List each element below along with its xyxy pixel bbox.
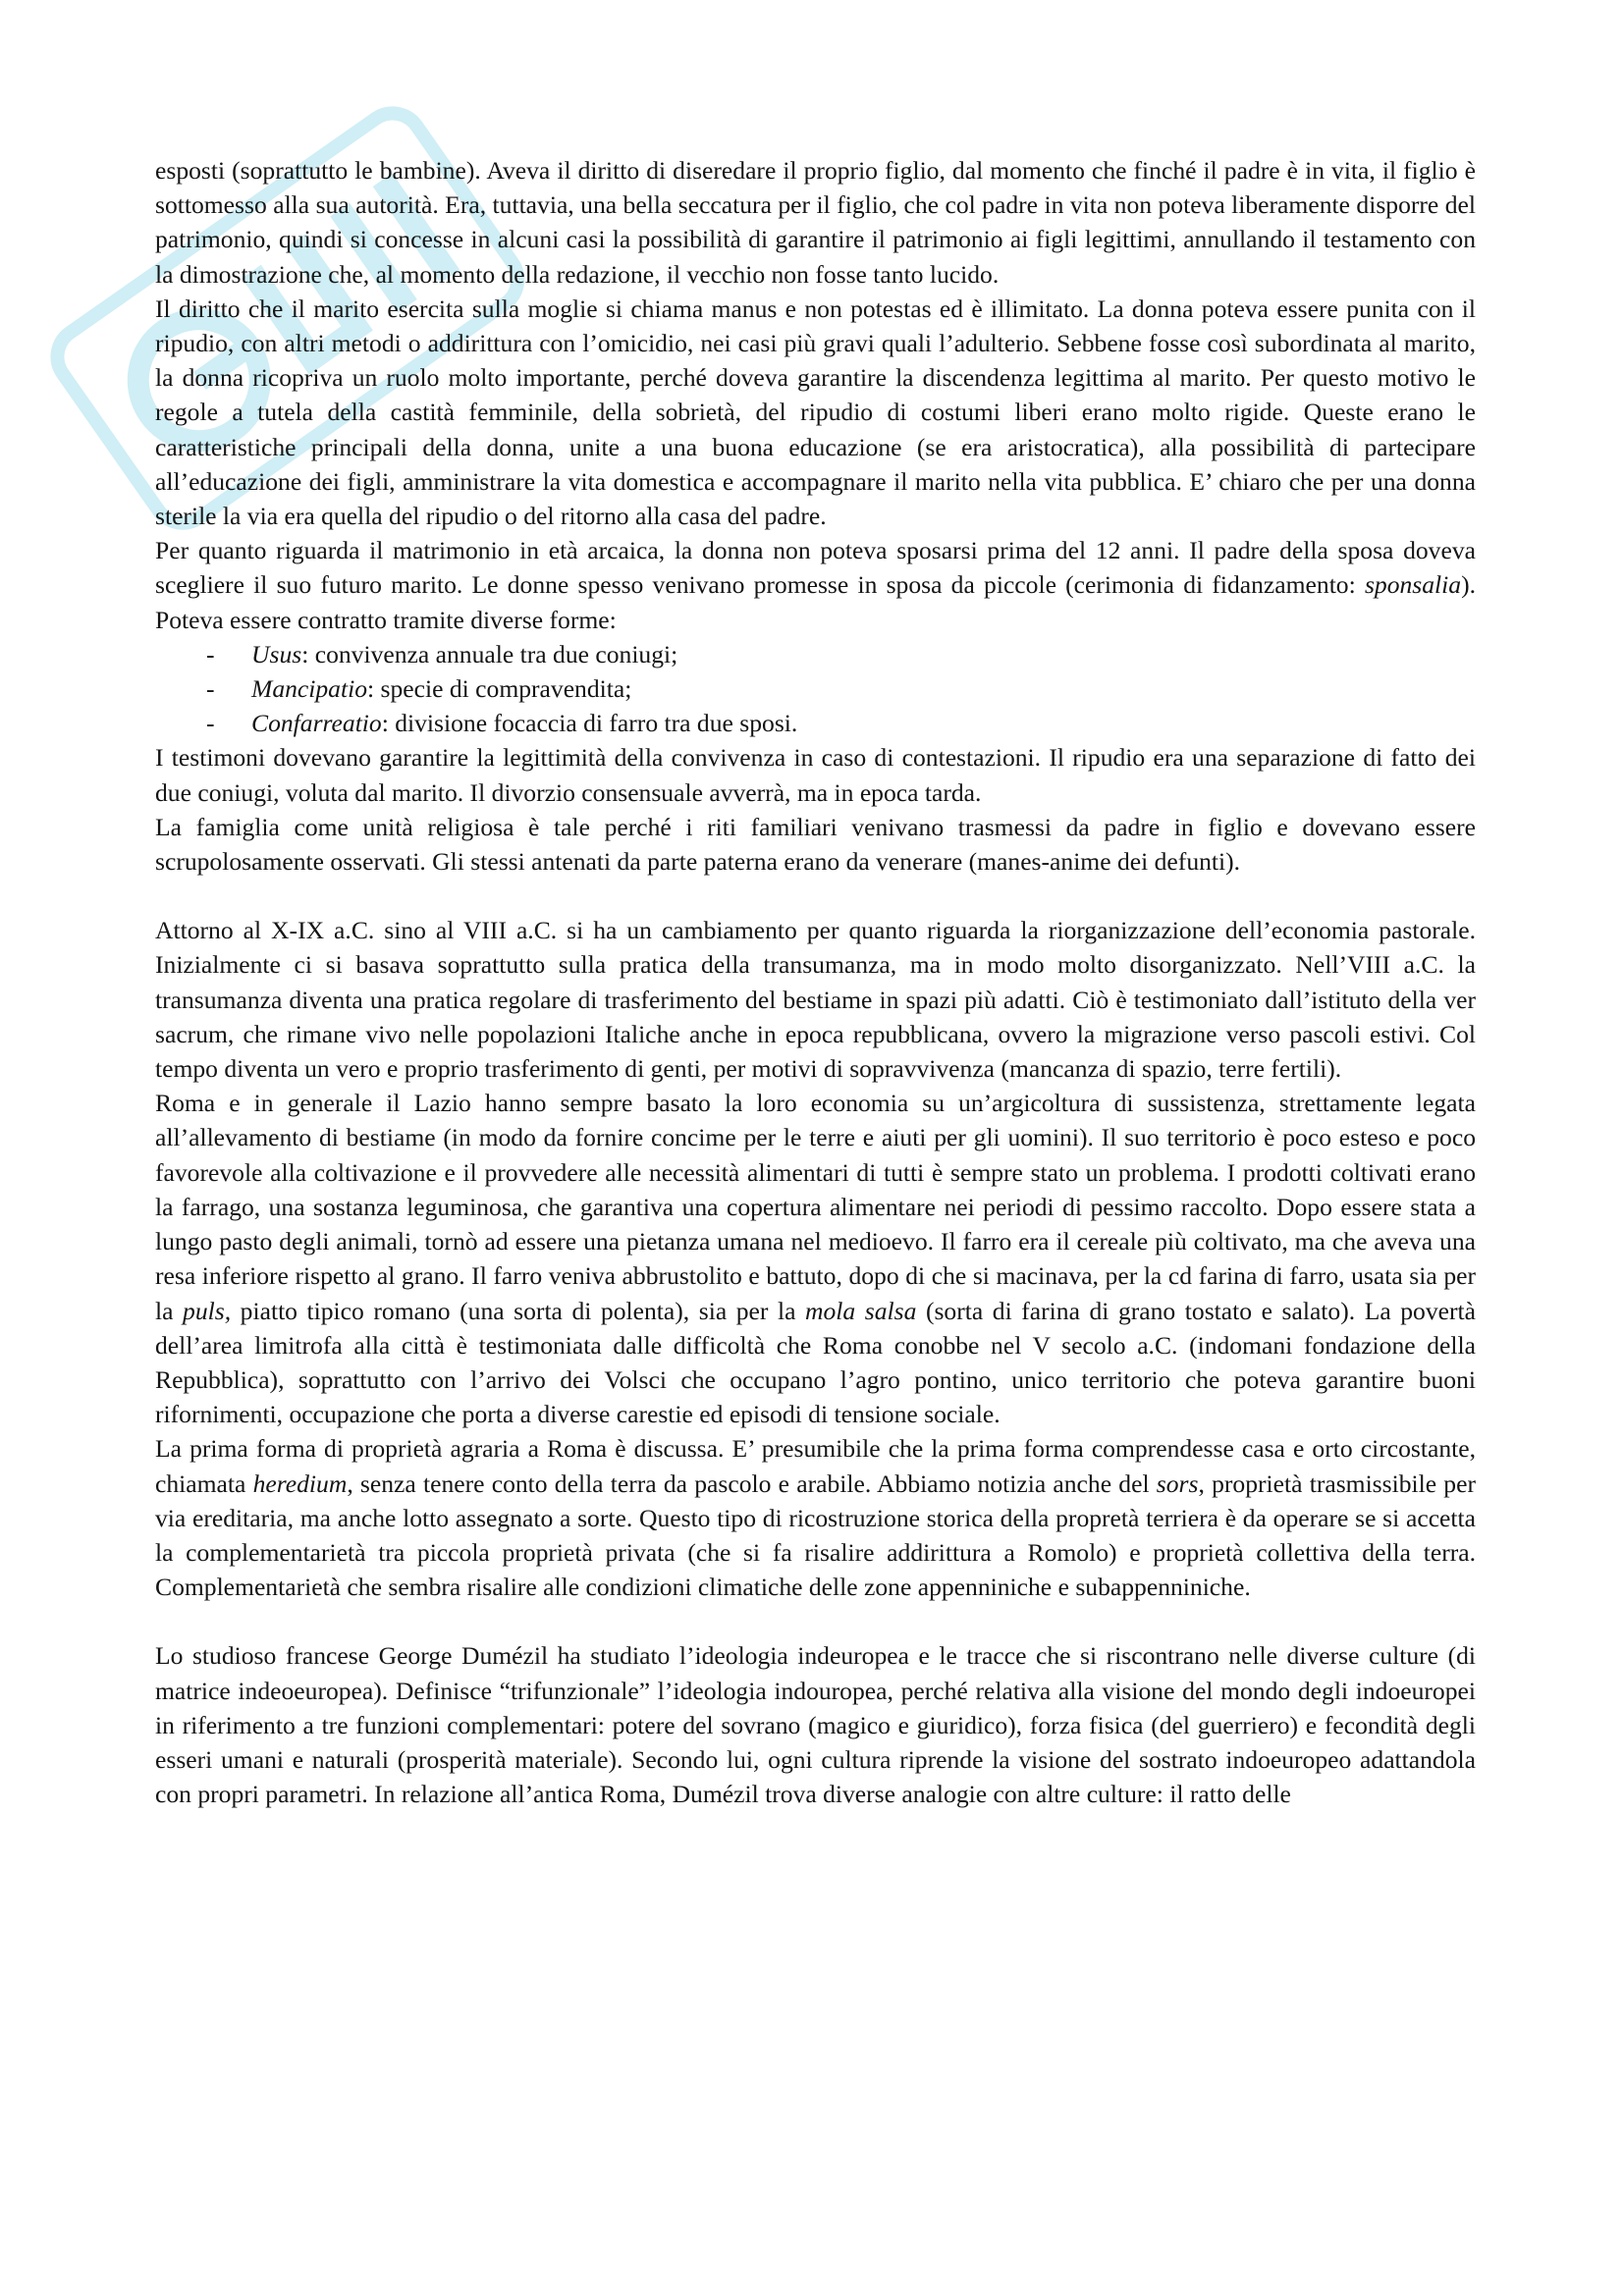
list-term: Usus bbox=[251, 639, 302, 668]
paragraph-8 bbox=[155, 1431, 1476, 1604]
list-term: Confarreatio bbox=[251, 709, 382, 738]
marriage-forms-list bbox=[155, 637, 1476, 741]
paragraph-4: I testimoni dovevano garantire la legittimità della convivenza in caso di contestazioni. Il ripudio era una separazione di fatto dei due coniugi, voluta dal marito. Il divorzio consensuale avverrà, ma in epoca tarda. bbox=[155, 743, 1476, 807]
paragraph-8-italic-2: sors bbox=[1156, 1468, 1199, 1498]
list-term: Mancipatio bbox=[251, 674, 367, 704]
list-dash: - bbox=[206, 709, 215, 738]
paragraph-7 bbox=[155, 1086, 1476, 1431]
list-dash: - bbox=[206, 639, 215, 668]
paragraph-2: Il diritto che il marito esercita sulla moglie si chiama manus e non potestas ed è illimitato. La donna poteva essere punita con il ripudio, con altri metodi o addirittura con l’omicidio, nei casi più gravi quali l’adulterio. Sebbene fosse così subordinata al marito, la donna ricopriva un ruolo molto importante, perché doveva garantire la discendenza legittima al marito. Per questo motivo le regole a tutela della castità femminile, della sobrietà, del ripudio di costumi liberi erano molto rigide. Queste erano le caratteristiche principali della donna, unite a una buona educazione (se era aristocratica), alla possibilità di partecipare all’educazione dei figli, amministrare la vita domestica e accompagnare il marito nella vita pubblica. E’ chiaro che per una donna sterile la via era quella del ripudio o del ritorno alla casa del padre. bbox=[155, 294, 1476, 531]
paragraph-6: Attorno al X-IX a.C. sino al VIII a.C. si ha un cambiamento per quanto riguarda la riorganizzazione dell’economia pastorale. Inizialmente ci si basava soprattutto sulla pratica della transumanza, ma in modo molto disorganizzato. Nell’VIII a.C. la transumanza diventa una pratica regolare di trasferimento del bestiame in spazi più adatti. Ciò è testimoniato dall’istituto della ver sacrum, che rimane vivo nelle popolazioni Italiche anche in epoca repubblicana, ovvero la migrazione verso pascoli estivi. Col tempo diventa un vero e proprio trasferimento di genti, per motivi di sopravvivenza (mancanza di spazio, terre fertili). bbox=[155, 916, 1476, 1084]
paragraph-8-text-a: La prima forma di proprietà agraria a Roma è discussa. E’ presumibile che la prima forma comprendesse casa e orto circostante, chiamata bbox=[155, 1434, 1476, 1498]
paragraph-7-text-a: Roma e in generale il Lazio hanno sempre basato la loro economia su un’argicoltura di sussistenza, strettamente legata all’allevamento di bestiame (in modo da fornire concime per le terre e aiuti per gli uomini). Il suo territorio è poco esteso e poco favorevole alla coltivazione e il provvedere alle necessità alimentari di tutti è sempre stato un problema. I prodotti coltivati erano la farrago, una sostanza leguminosa, che garantiva una copertura alimentare nei periodi di pessimo raccolto. Dopo essere stata a lungo pasto degli animali, tornò ad essere una pietanza umana nel medioevo. Il farro era il cereale più coltivato, ma che aveva una resa inferiore rispetto al grano. Il farro veniva abbrustolito e battuto, dopo di che si macinava, per la cd farina di farro, usata sia per la bbox=[155, 1089, 1476, 1325]
list-text: : divisione focaccia di farro tra due sposi. bbox=[381, 709, 798, 738]
paragraph-3-text-a: Per quanto riguarda il matrimonio in età arcaica, la donna non poteva sposarsi prima del 12 anni. Il padre della sposa doveva scegliere il suo futuro marito. Le donne spesso venivano promesse in sposa da piccole (cerimonia di fidanzamento: bbox=[155, 536, 1476, 600]
paragraph-3-text-b: ). Poteva essere contratto tramite diverse forme: bbox=[155, 570, 1476, 634]
list-text: : convivenza annuale tra due coniugi; bbox=[301, 639, 678, 668]
list-item bbox=[155, 637, 1476, 671]
document-body bbox=[155, 153, 1476, 1811]
paragraph-3 bbox=[155, 533, 1476, 637]
list-item bbox=[155, 706, 1476, 740]
paragraph-3-italic: sponsalia bbox=[1364, 570, 1462, 600]
paragraph-8-text-b: , senza tenere conto della terra da pascolo e arabile. Abbiamo notizia anche del bbox=[347, 1468, 1157, 1498]
paragraph-1: esposti (soprattutto le bambine). Aveva il diritto di diseredare il proprio figlio, dal momento che finché il padre è in vita, il figlio è sottomesso alla sua autorità. Era, tuttavia, una bella seccatura per il figlio, che col padre in vita non poteva liberamente disporre del patrimonio, quindi si concesse in alcuni casi la possibilità di garantire il patrimonio ai figli legittimi, annullando il testamento con la dimostrazione che, al momento della redazione, il vecchio non fosse tanto lucido. bbox=[155, 156, 1476, 289]
list-item bbox=[155, 671, 1476, 706]
paragraph-7-italic-2: mola salsa bbox=[805, 1296, 917, 1325]
paragraph-8-italic-1: heredium bbox=[252, 1468, 348, 1498]
paragraph-7-text-c: (sorta di farina di grano tostato e salato). La povertà dell’area limitrofa alla città è testimoniata dalle difficoltà che Roma conobbe nel V secolo a.C. (indomani fondazione della Repubblica), soprattutto con l’arrivo dei Volsci che occupano l’agro pontino, unico territorio che poteva garantire buoni rifornimenti, occupazione che porta a diverse carestie ed episodi di tensione sociale. bbox=[155, 1296, 1476, 1429]
paragraph-gap bbox=[155, 879, 1476, 913]
paragraph-7-italic-1: puls, bbox=[183, 1296, 232, 1325]
paragraph-gap bbox=[155, 1604, 1476, 1638]
paragraph-8-text-c: , proprietà trasmissibile per via ereditaria, ma anche lotto assegnato a sorte. Questo tipo di ricostruzione storica della propretà terriera è da operare se si accetta la complementarietà tra piccola proprietà privata (che si fa risalire addirittura a Romolo) e proprietà collettiva della terra. Complementarietà che sembra risalire alle condizioni climatiche delle zone appenniniche e subappenniniche. bbox=[155, 1468, 1476, 1602]
paragraph-9: Lo studioso francese George Dumézil ha studiato l’ideologia indeuropea e le tracce che si riscontrano nelle diverse culture (di matrice indeoeuropea). Definisce “trifunzionale” l’ideologia indouropea, perché relativa alla visione del mondo degli indoeuropei in riferimento a tre funzioni complementari: potere del sovrano (magico e giuridico), forza fisica (del guerriero) e fecondità degli esseri umani e naturali (prosperità materiale). Secondo lui, ogni cultura riprende la visione del sostrato indoeuropeo adattandola con propri parametri. In relazione all’antica Roma, Dumézil trova diverse analogie con altre culture: il ratto delle bbox=[155, 1641, 1476, 1809]
list-dash: - bbox=[206, 674, 215, 704]
list-text: : specie di compravendita; bbox=[367, 674, 632, 704]
paragraph-7-text-b: piatto tipico romano (una sorta di polenta), sia per la bbox=[231, 1296, 806, 1325]
paragraph-5: La famiglia come unità religiosa è tale perché i riti familiari venivano trasmessi da padre in figlio e dovevano essere scrupolosamente osservati. Gli stessi antenati da parte paterna erano da venerare (manes-anime dei defunti). bbox=[155, 812, 1476, 877]
